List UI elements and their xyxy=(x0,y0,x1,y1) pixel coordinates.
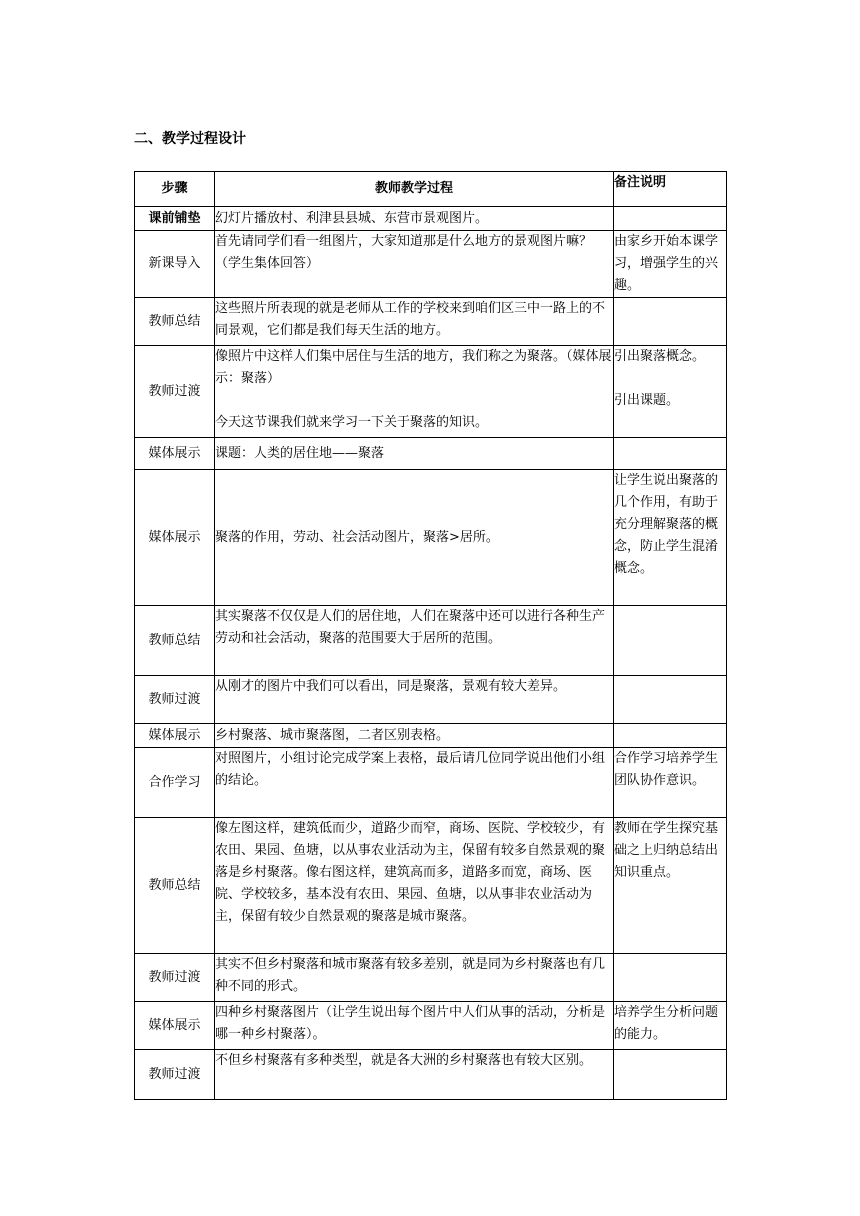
table-row xyxy=(135,298,727,346)
process-cell xyxy=(215,954,614,1002)
step-cell: 教师总结 xyxy=(135,606,215,676)
remark-text: 教师在学生探究基础之上归纳总结出知识重点。 xyxy=(614,821,719,880)
process-cell xyxy=(215,818,614,954)
remark-cell xyxy=(614,438,727,470)
process-cell xyxy=(215,298,614,346)
process-text: 聚落的作用，劳动、社会活动图片，聚落>居所。 xyxy=(215,529,499,545)
remark-cell xyxy=(614,207,727,231)
step-cell: 新课导入 xyxy=(135,231,215,298)
header-step: 步骤 xyxy=(135,172,215,207)
remark-cell xyxy=(614,298,727,346)
remark-cell xyxy=(614,1002,727,1050)
process-cell xyxy=(215,606,614,676)
remark-text: 引出聚落概念。 xyxy=(614,349,706,364)
remark-cell xyxy=(614,346,727,438)
process-cell xyxy=(215,1050,614,1100)
process-text: 对照图片，小组讨论完成学案上表格，最后请几位同学说出他们小组的结论。 xyxy=(215,751,606,788)
remark-text: 合作学习培养学生团队协作意识。 xyxy=(614,751,719,788)
step-cell: 媒体展示 xyxy=(135,438,215,470)
table-row xyxy=(135,207,727,231)
step-cell: 教师过渡 xyxy=(135,346,215,438)
process-text: 像照片中这样人们集中居住与生活的地方，我们称之为聚落。（媒体展示：聚落） xyxy=(215,349,612,386)
remark-cell xyxy=(614,748,727,818)
header-remarks: 备注说明 xyxy=(614,172,727,207)
table-row xyxy=(135,606,727,676)
table-row xyxy=(135,724,727,748)
step-cell: 媒体展示 xyxy=(135,724,215,748)
process-text: 课题：人类的居住地——聚落 xyxy=(215,445,385,461)
remark-text: 让学生说出聚落的几个作用，有助于充分理解聚落的概念，防止学生混淆概念。 xyxy=(614,473,719,576)
table-row xyxy=(135,954,727,1002)
process-text: 四种乡村聚落图片（让学生说出每个图片中人们从事的活动，分析是哪一种乡村聚落）。 xyxy=(215,1005,606,1042)
header-process: 教师教学过程 xyxy=(215,172,614,207)
remark-cell xyxy=(614,470,727,606)
process-cell xyxy=(215,231,614,298)
table-row xyxy=(135,231,727,298)
table-row xyxy=(135,438,727,470)
table-row xyxy=(135,346,727,438)
process-cell xyxy=(215,470,614,606)
lesson-process-table xyxy=(134,171,727,1100)
table-row xyxy=(135,470,727,606)
step-cell: 课前铺垫 xyxy=(135,207,215,231)
remark-cell xyxy=(614,818,727,954)
remark-cell xyxy=(614,954,727,1002)
remark-cell xyxy=(614,1050,727,1100)
process-text: 幻灯片播放村、利津县县城、东营市景观图片。 xyxy=(215,210,489,226)
process-text: 今天这节课我们就来学习一下关于聚落的知识。 xyxy=(215,415,489,430)
process-text: 这些照片所表现的就是老师从工作的学校来到咱们区三中一路上的不同景观，它们都是我们每天生活的地方。 xyxy=(215,301,606,338)
process-text: 像左图这样，建筑低而少，道路少而窄，商场、医院、学校较少，有农田、果园、鱼塘，以从事农业活动为主，保留有较多自然景观的聚落是乡村聚落。像右图这样，建筑高而多，道路多而宽，商场、医院、学校较多，基本没有农田、果园、鱼塘，以从事非农业活动为主，保留有较少自然景观的聚落是城市聚落。 xyxy=(215,821,606,924)
table-header-row xyxy=(135,172,727,207)
step-cell: 媒体展示 xyxy=(135,470,215,606)
remark-text: 引出课题。 xyxy=(614,393,680,408)
process-text: 其实不但乡村聚落和城市聚落有较多差别，就是同为乡村聚落也有几种不同的形式。 xyxy=(215,957,606,994)
process-text: 乡村聚落、城市聚落图，二者区别表格。 xyxy=(215,727,450,743)
process-cell xyxy=(215,724,614,748)
process-text: 首先请同学们看一组图片，大家知道那是什么地方的景观图片嘛？（学生集体回答） xyxy=(215,234,593,271)
table-row xyxy=(135,1050,727,1100)
step-cell: 教师过渡 xyxy=(135,1050,215,1100)
table-row xyxy=(135,676,727,724)
remark-cell xyxy=(614,606,727,676)
process-text: 从刚才的图片中我们可以看出，同是聚落，景观有较大差异。 xyxy=(215,679,567,694)
step-cell: 教师过渡 xyxy=(135,954,215,1002)
section-heading: 二、教学过程设计 xyxy=(134,131,246,147)
table-row xyxy=(135,1002,727,1050)
remark-cell xyxy=(614,231,727,298)
step-cell: 媒体展示 xyxy=(135,1002,215,1050)
step-cell: 合作学习 xyxy=(135,748,215,818)
table-row xyxy=(135,748,727,818)
step-cell: 教师总结 xyxy=(135,298,215,346)
process-text: 不但乡村聚落有多种类型，就是各大洲的乡村聚落也有较大区别。 xyxy=(215,1053,593,1068)
remark-text: 培养学生分析问题的能力。 xyxy=(614,1005,719,1042)
remark-text: 由家乡开始本课学习，增强学生的兴趣。 xyxy=(614,234,719,293)
remark-cell xyxy=(614,676,727,724)
process-cell xyxy=(215,676,614,724)
process-text: 其实聚落不仅仅是人们的居住地，人们在聚落中还可以进行各种生产劳动和社会活动，聚落的范围要大于居所的范围。 xyxy=(215,609,606,646)
process-cell xyxy=(215,1002,614,1050)
process-cell xyxy=(215,438,614,470)
step-cell: 教师过渡 xyxy=(135,676,215,724)
table-row xyxy=(135,818,727,954)
process-cell xyxy=(215,748,614,818)
process-cell xyxy=(215,346,614,438)
step-cell: 教师总结 xyxy=(135,818,215,954)
process-cell xyxy=(215,207,614,231)
remark-cell xyxy=(614,724,727,748)
